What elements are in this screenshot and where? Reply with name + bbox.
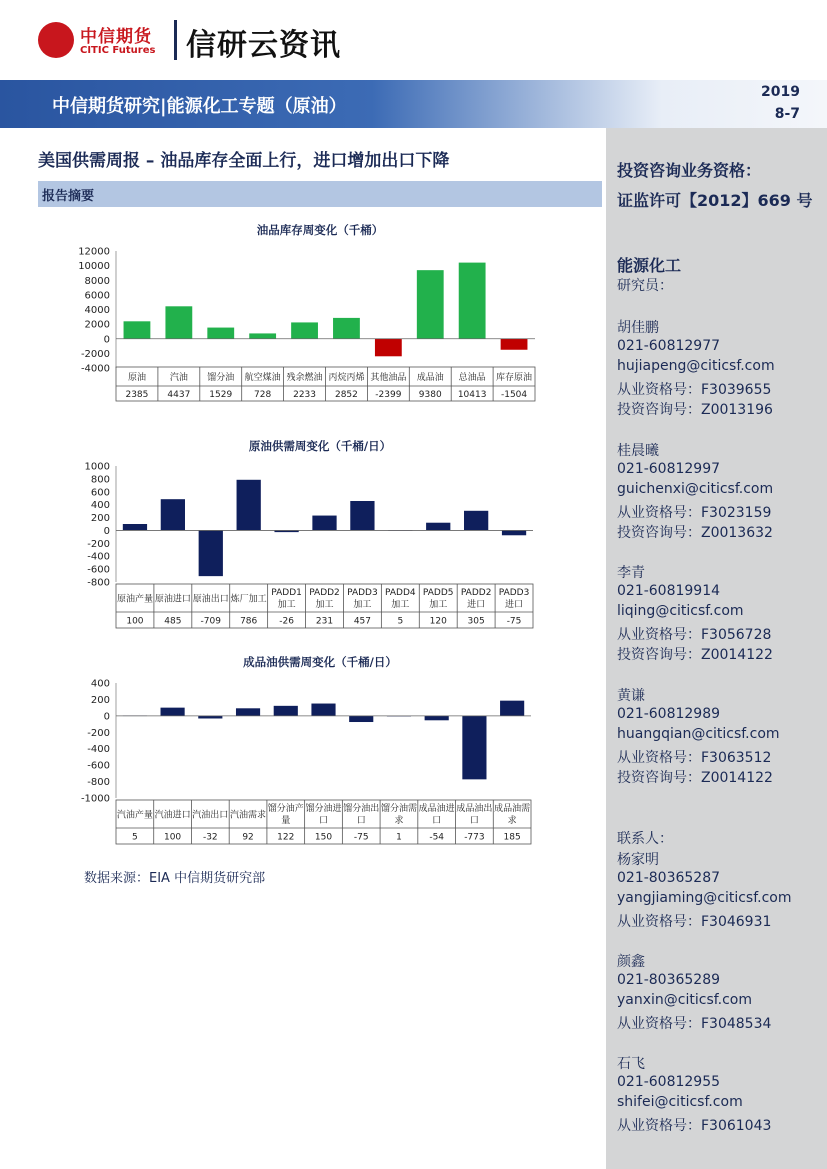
report-series-title: 中信期货研究|能源化工专题（原油） bbox=[52, 96, 347, 117]
data-value-label: 185 bbox=[503, 832, 521, 843]
department-name: 能源化工 bbox=[617, 256, 682, 275]
data-value-label: 305 bbox=[467, 616, 485, 627]
qualification-number: 从业资格号：F3061043 bbox=[617, 1117, 772, 1134]
category-label: PADD4 bbox=[385, 588, 416, 598]
category-label: 馏分油需 bbox=[380, 804, 417, 814]
data-value-label: -54 bbox=[429, 832, 445, 843]
person-name: 桂晨曦 bbox=[617, 443, 659, 459]
data-value-label: 5 bbox=[131, 832, 138, 843]
summary-header-bar bbox=[38, 181, 602, 207]
chart-inventory-change bbox=[0, 240, 606, 405]
bar bbox=[500, 701, 524, 716]
contact-email[interactable]: yanxin@citicsf.com bbox=[617, 992, 753, 1008]
data-value-label: 122 bbox=[277, 832, 295, 843]
contact-phone: 021-60812977 bbox=[617, 337, 721, 354]
bar bbox=[161, 499, 185, 530]
contact-phone: 021-80365289 bbox=[617, 971, 721, 988]
publication-name: 信研云资讯 bbox=[186, 28, 341, 63]
contact-email[interactable]: huangqian@citicsf.com bbox=[617, 726, 780, 742]
data-value-label: 100 bbox=[163, 832, 182, 843]
category-label: 加工 bbox=[353, 600, 372, 610]
data-value-label: 2233 bbox=[293, 390, 317, 400]
category-label: 丙烷丙烯 bbox=[328, 373, 365, 383]
y-tick-label: 600 bbox=[90, 487, 110, 499]
y-tick-label: 0 bbox=[103, 334, 110, 346]
category-label: 进口 bbox=[505, 600, 524, 610]
bar bbox=[123, 524, 147, 530]
data-value-label: 120 bbox=[429, 616, 447, 627]
data-value-label: 457 bbox=[353, 616, 372, 627]
category-label: 原油 bbox=[127, 373, 146, 383]
bar bbox=[375, 339, 402, 357]
category-label: 成品油需 bbox=[494, 804, 531, 814]
report-date: 8-7 bbox=[774, 106, 800, 122]
consulting-number: 投资咨询号：Z0014122 bbox=[617, 647, 773, 663]
bar bbox=[349, 716, 373, 722]
person-name: 石飞 bbox=[617, 1056, 645, 1072]
data-value-label: -1504 bbox=[500, 390, 528, 400]
qualification-number: 从业资格号：F3056728 bbox=[617, 626, 772, 643]
category-label: PADD1 bbox=[271, 588, 302, 598]
category-label: PADD2 bbox=[460, 588, 492, 598]
report-year: 2019 bbox=[761, 84, 800, 100]
category-label: 口 bbox=[432, 816, 442, 826]
category-label: 其他油品 bbox=[370, 373, 407, 383]
person-name: 颜鑫 bbox=[617, 954, 645, 970]
data-source-note: 数据来源：EIA 中信期货研究部 bbox=[84, 871, 266, 886]
bar bbox=[417, 270, 444, 339]
data-value-label: 10413 bbox=[457, 390, 487, 400]
category-label: 汽油进口 bbox=[154, 810, 191, 821]
bar bbox=[333, 318, 360, 339]
y-tick-label: 1000 bbox=[84, 461, 110, 473]
qualification-number: 从业资格号：F3023159 bbox=[617, 504, 772, 521]
summary-label: 报告摘要 bbox=[42, 189, 95, 204]
data-value-label: 2852 bbox=[334, 390, 358, 400]
category-label: 汽油 bbox=[169, 373, 188, 383]
category-label: 汽油产量 bbox=[116, 810, 153, 821]
category-label: 口 bbox=[356, 816, 366, 826]
contact-phone: 021-60812989 bbox=[617, 705, 721, 722]
data-value-label: 728 bbox=[254, 390, 272, 400]
bar bbox=[291, 322, 318, 338]
bar bbox=[165, 306, 192, 338]
y-tick-label: -200 bbox=[87, 727, 110, 739]
data-value-label: 4437 bbox=[167, 390, 191, 400]
category-label: 求 bbox=[507, 816, 517, 826]
person-name: 胡佳鹏 bbox=[617, 320, 659, 336]
y-tick-label: -800 bbox=[87, 777, 110, 789]
qualification-number: 从业资格号：F3048534 bbox=[617, 1015, 772, 1032]
data-value-label: 485 bbox=[164, 616, 182, 627]
y-tick-label: -2000 bbox=[80, 348, 110, 360]
contact-email[interactable]: yangjiaming@citicsf.com bbox=[617, 890, 792, 906]
y-tick-label: 4000 bbox=[84, 305, 110, 316]
bar bbox=[237, 480, 261, 531]
person-name: 李青 bbox=[617, 565, 645, 581]
data-value-label: 5 bbox=[397, 616, 404, 627]
consulting-number: 投资咨询号：Z0013632 bbox=[617, 525, 773, 541]
category-label: 成品油 bbox=[416, 373, 444, 383]
category-label: PADD5 bbox=[422, 588, 454, 598]
chart-3-title: 成品油供需周变化（千桶/日） bbox=[243, 655, 397, 669]
category-label: 馏分油出 bbox=[343, 804, 380, 814]
y-tick-label: 400 bbox=[90, 500, 110, 512]
bar bbox=[426, 523, 450, 531]
chart-2-title: 原油供需周变化（千桶/日） bbox=[248, 439, 392, 453]
data-value-label: 92 bbox=[242, 832, 254, 843]
category-label: 量 bbox=[281, 816, 291, 826]
category-label: 馏分油 bbox=[207, 373, 235, 383]
category-label: 成品油出 bbox=[456, 804, 493, 814]
y-tick-label: 8000 bbox=[84, 275, 110, 287]
category-label: 进口 bbox=[467, 600, 486, 610]
contact-email[interactable]: hujiapeng@citicsf.com bbox=[617, 358, 775, 374]
bar bbox=[311, 704, 335, 716]
data-value-label: 1 bbox=[396, 832, 402, 843]
y-tick-label: -200 bbox=[87, 538, 110, 550]
contact-label: 联系人： bbox=[617, 831, 673, 847]
category-label: 加工 bbox=[429, 600, 448, 610]
data-value-label: -26 bbox=[279, 616, 294, 627]
person-name: 杨家明 bbox=[617, 852, 659, 868]
bar bbox=[161, 708, 185, 716]
bar bbox=[249, 333, 276, 338]
y-tick-label: -600 bbox=[87, 564, 110, 576]
consulting-number: 投资咨询号：Z0013196 bbox=[617, 402, 773, 418]
category-label: 残余燃油 bbox=[286, 373, 323, 383]
data-value-label: -2399 bbox=[375, 390, 402, 400]
category-label: 加工 bbox=[315, 600, 334, 610]
researcher-label: 研究员： bbox=[617, 278, 673, 294]
category-label: 求 bbox=[394, 816, 404, 826]
category-label: 成品油进 bbox=[418, 804, 455, 814]
category-label: 航空煤油 bbox=[244, 373, 281, 383]
category-label: 汽油需求 bbox=[230, 810, 267, 821]
category-label: 加工 bbox=[277, 600, 296, 610]
data-value-label: 2385 bbox=[125, 390, 149, 400]
qualification-number: 从业资格号：F3063512 bbox=[617, 749, 772, 766]
contact-phone: 021-60812997 bbox=[617, 460, 721, 477]
contact-phone: 021-60812955 bbox=[617, 1073, 721, 1090]
y-tick-label: -4000 bbox=[80, 363, 110, 375]
category-label: 口 bbox=[469, 816, 479, 826]
chart-products-supply-demand bbox=[0, 672, 606, 847]
citic-logo-icon bbox=[38, 22, 74, 58]
qualification-number: 从业资格号：F3046931 bbox=[617, 913, 772, 930]
category-label: PADD3 bbox=[347, 588, 378, 598]
bar bbox=[459, 263, 486, 339]
data-value-label: 786 bbox=[240, 616, 258, 627]
contact-phone: 021-80365287 bbox=[617, 869, 721, 886]
chart-1-title: 油品库存周变化（千桶） bbox=[256, 223, 384, 237]
y-tick-label: 800 bbox=[90, 474, 110, 486]
y-tick-label: 12000 bbox=[78, 246, 110, 258]
data-value-label: 231 bbox=[315, 616, 334, 627]
logo-chinese-text: 中信期货 bbox=[80, 27, 152, 47]
y-tick-label: 10000 bbox=[78, 261, 110, 273]
y-tick-label: 200 bbox=[90, 694, 110, 706]
y-tick-label: -400 bbox=[87, 551, 110, 563]
bar bbox=[462, 716, 486, 779]
data-value-label: 100 bbox=[126, 616, 144, 627]
bar bbox=[207, 328, 234, 339]
data-value-label: 9380 bbox=[418, 390, 442, 400]
y-tick-label: 2000 bbox=[84, 319, 110, 331]
bar bbox=[312, 516, 336, 531]
bar bbox=[425, 716, 449, 720]
bar bbox=[464, 511, 488, 531]
qualification-license: 证监许可【2012】669 号 bbox=[617, 191, 813, 210]
qualification-title: 投资咨询业务资格： bbox=[617, 161, 762, 180]
data-value-label: 150 bbox=[314, 832, 333, 843]
data-value-label: 1529 bbox=[209, 390, 233, 400]
consulting-number: 投资咨询号：Z0014122 bbox=[617, 770, 773, 786]
data-value-label: -773 bbox=[464, 832, 485, 843]
bar bbox=[501, 339, 528, 350]
bar bbox=[350, 501, 374, 530]
category-label: 原油进口 bbox=[154, 594, 191, 605]
data-value-label: -709 bbox=[200, 616, 221, 627]
bar bbox=[124, 321, 151, 338]
y-tick-label: 0 bbox=[103, 711, 110, 723]
contact-email[interactable]: liqing@citicsf.com bbox=[617, 603, 744, 619]
y-tick-label: -400 bbox=[87, 744, 110, 756]
y-tick-label: 6000 bbox=[84, 290, 110, 302]
category-label: 馏分油产 bbox=[267, 804, 304, 814]
category-label: 原油出口 bbox=[192, 594, 229, 605]
bar bbox=[236, 708, 260, 716]
category-label: 馏分油进 bbox=[305, 804, 342, 814]
y-tick-label: -800 bbox=[87, 577, 110, 589]
logo-divider bbox=[174, 20, 177, 60]
bar bbox=[274, 706, 298, 716]
category-label: 总油品 bbox=[458, 373, 486, 383]
category-label: PADD2 bbox=[309, 588, 340, 598]
y-tick-label: 200 bbox=[90, 513, 110, 525]
logo-english-text: CITIC Futures bbox=[80, 45, 156, 56]
y-tick-label: -1000 bbox=[80, 793, 110, 805]
bar bbox=[502, 530, 526, 535]
data-value-label: -32 bbox=[202, 832, 218, 843]
data-value-label: -75 bbox=[353, 832, 369, 843]
chart-crude-supply-demand bbox=[0, 455, 606, 630]
qualification-number: 从业资格号：F3039655 bbox=[617, 381, 772, 398]
category-label: 口 bbox=[318, 816, 329, 826]
y-tick-label: 0 bbox=[103, 525, 110, 537]
bar bbox=[199, 530, 223, 576]
person-name: 黄谦 bbox=[617, 688, 645, 704]
contact-email[interactable]: guichenxi@citicsf.com bbox=[617, 481, 774, 497]
contact-email[interactable]: shifei@citicsf.com bbox=[617, 1094, 743, 1110]
category-label: PADD3 bbox=[498, 588, 530, 598]
category-label: 原油产量 bbox=[116, 594, 153, 605]
contact-phone: 021-60819914 bbox=[617, 582, 721, 599]
y-tick-label: 400 bbox=[90, 678, 110, 690]
category-label: 库存原油 bbox=[496, 373, 533, 383]
headline: 美国供需周报 – 油品库存全面上行，进口增加出口下降 bbox=[38, 151, 450, 171]
category-label: 加工 bbox=[391, 600, 410, 610]
y-tick-label: -600 bbox=[87, 760, 110, 772]
data-value-label: -75 bbox=[506, 616, 522, 627]
category-label: 汽油出口 bbox=[192, 810, 229, 821]
category-label: 炼厂加工 bbox=[230, 594, 267, 605]
